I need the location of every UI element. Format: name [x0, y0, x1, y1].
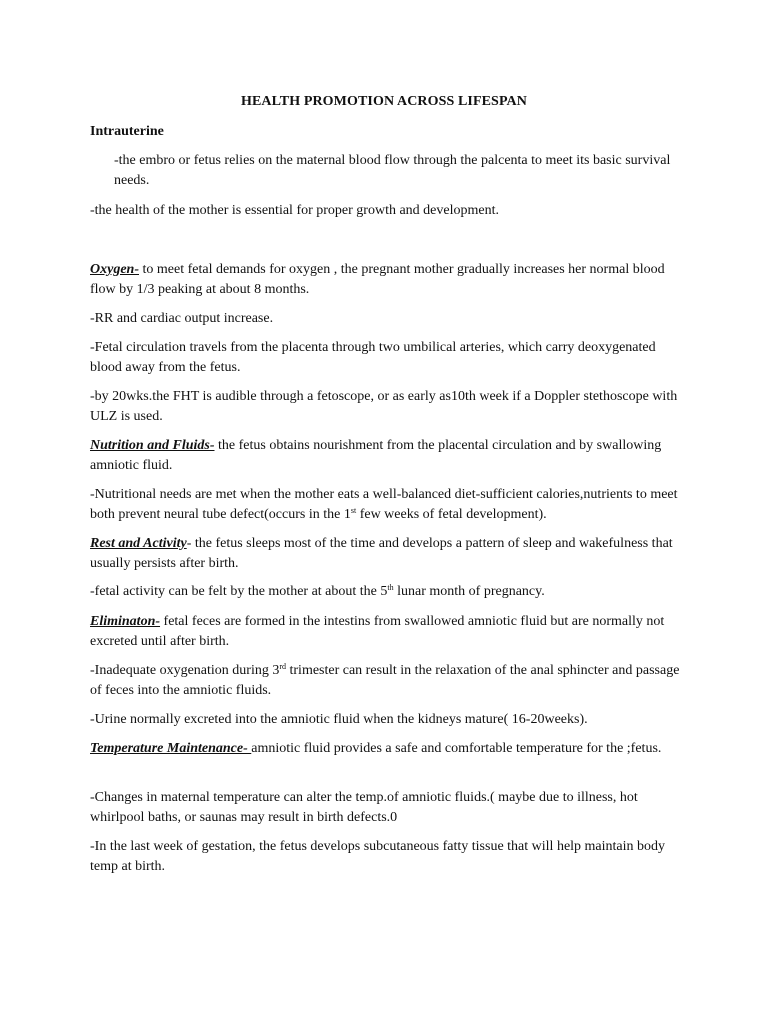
paragraph-rest [90, 534, 680, 573]
temperature-heading: Temperature Maintenance- [90, 741, 252, 756]
nutrition-needs-text: -Nutritional needs are met when the mother eats a well-balanced diet-sufficient calories,nutrients to meet both prevent neural tube defect(occurs in the 1 [90, 487, 678, 522]
paragraph-elimination [90, 612, 680, 651]
oxygen-heading: Oxygen- [90, 262, 139, 277]
paragraph-elimination-oxygenation [90, 661, 680, 700]
paragraph-oxygen-fht: -by 20wks.the FHT is audible through a fetoscope, or as early as10th week if a Doppler stethoscope with ULZ is used. [90, 389, 678, 424]
document-title: HEALTH PROMOTION ACROSS LIFESPAN [241, 94, 527, 109]
paragraph-temperature-changes: -Changes in maternal temperature can alter the temp.of amniotic fluids.( maybe due to illness, hot whirlpool baths, or saunas may result in birth defects.0 [90, 790, 638, 825]
paragraph-nutrition-needs [90, 485, 680, 524]
section-heading-intrauterine: Intrauterine [90, 124, 164, 139]
elimination-oxygenation-sup: rd [279, 662, 286, 671]
elimination-text: fetal feces are formed in the intestins from swallowed amniotic fluid but are normally not excreted until after birth. [90, 614, 665, 649]
paragraph-temperature [90, 739, 680, 759]
paragraph-rest-activity [90, 582, 680, 602]
nutrition-needs-text-end: few weeks of fetal development). [356, 506, 547, 522]
rest-heading: Rest and Activity [90, 536, 187, 551]
paragraph-oxygen [90, 260, 680, 299]
rest-activity-text: -fetal activity can be felt by the mother at about the 5 [90, 584, 388, 599]
rest-text: - the fetus sleeps most of the time and develops a pattern of sleep and wakefulness that usually persists after birth. [90, 536, 673, 571]
paragraph-oxygen-rr: -RR and cardiac output increase. [90, 311, 274, 326]
elimination-heading: Eliminaton- [90, 614, 161, 629]
rest-activity-sup: th [387, 583, 394, 592]
oxygen-text: to meet fetal demands for oxygen , the pregnant mother gradually increases her normal blood flow by 1/3 peaking at about 8 months. [90, 262, 665, 297]
paragraph-intro-2: -the health of the mother is essential for proper growth and development. [90, 203, 499, 218]
nutrition-heading: Nutrition and Fluids- [90, 438, 215, 453]
paragraph-oxygen-circulation: -Fetal circulation travels from the placenta through two umbilical arteries, which carry deoxygenated blood away from the fetus. [90, 340, 656, 375]
rest-activity-text-end: lunar month of pregnancy. [393, 584, 545, 599]
paragraph-nutrition [90, 436, 680, 475]
paragraph-intro-1: -the embro or fetus relies on the maternal blood flow through the palcenta to meet its basic survival needs. [114, 153, 671, 188]
temperature-text: amniotic fluid provides a safe and comfortable temperature for the ;fetus. [251, 741, 662, 756]
elimination-oxygenation-text: -Inadequate oxygenation during 3 [90, 663, 280, 678]
nutrition-needs-sup: st [350, 505, 357, 515]
elimination-oxygenation-text-end: trimester can result in the relaxation of the anal sphincter and passage of feces into the amniotic fluids. [90, 663, 680, 698]
nutrition-text: the fetus obtains nourishment from the placental circulation and by swallowing amniotic fluid. [90, 438, 662, 473]
paragraph-elimination-urine: -Urine normally excreted into the amniotic fluid when the kidneys mature( 16-20weeks). [90, 712, 588, 727]
paragraph-temperature-gestation: -In the last week of gestation, the fetus develops subcutaneous fatty tissue that will help maintain body temp at birth. [90, 839, 666, 874]
